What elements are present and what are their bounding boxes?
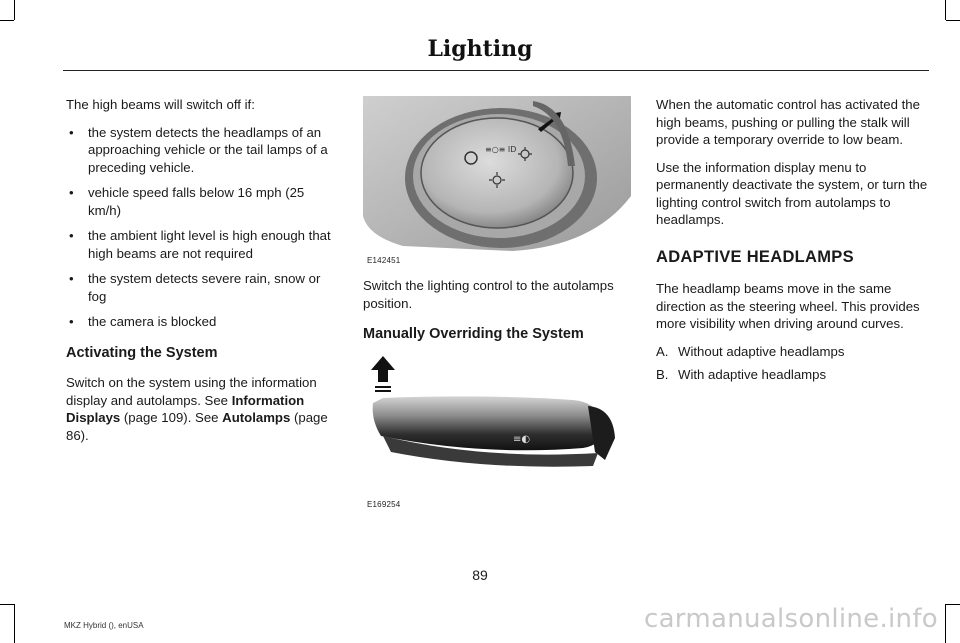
override-text: When the automatic control has activated the high beams, pushing or pulling the stalk will provide a temporary override to low beam. xyxy=(656,97,920,147)
lighting-dial-illustration xyxy=(363,96,631,268)
adaptive-description: The headlamp beams move in the same direction as the steering wheel. This provides more visibility when driving around curves. xyxy=(656,281,920,331)
figure-code: E169254 xyxy=(367,500,401,509)
section-heading-override: Manually Overriding the System xyxy=(363,326,584,342)
svg-text:≡◐: ≡◐ xyxy=(513,434,531,445)
high-beam-off-list xyxy=(66,124,338,331)
crop-mark-bl-v xyxy=(14,604,15,643)
intro-text: The high beams will switch off if: xyxy=(66,97,255,112)
column-right xyxy=(656,96,928,396)
figure-code: E142451 xyxy=(367,256,401,265)
page-title: Lighting xyxy=(427,36,533,62)
section-heading-activating: Activating the System xyxy=(66,344,218,361)
header-divider xyxy=(63,70,929,71)
section-heading-adaptive-headlamps: ADAPTIVE HEADLAMPS xyxy=(656,247,854,266)
list-item: • vehicle speed falls below 16 mph (25 km/h) xyxy=(66,184,338,219)
list-item: A. Without adaptive headlamps xyxy=(656,343,845,359)
list-item: • the ambient light level is high enough that high beams are not required xyxy=(66,227,338,262)
arrow-up-icon xyxy=(371,356,395,382)
stalk-illustration xyxy=(363,348,631,498)
column-middle xyxy=(363,277,635,356)
column-left xyxy=(66,96,338,454)
activating-text: Switch on the system using the information display and autolamps. See Information Displays (page 109). See Autolamps (page 86). xyxy=(66,375,328,443)
list-item: B. With adaptive headlamps xyxy=(656,367,827,382)
crop-mark-tr-h xyxy=(946,20,960,21)
link-autolamps[interactable]: Autolamps xyxy=(222,410,291,425)
autolamps-instruction: Switch the lighting control to the autolamps position. xyxy=(363,278,614,311)
list-item: • the system detects the headlamps of an approaching vehicle or the tail lamps of a preceding vehicle. xyxy=(66,124,338,177)
crop-mark-tl-h xyxy=(0,20,14,21)
crop-mark-tr-v xyxy=(945,0,946,20)
figure-headlamp-stalk xyxy=(363,348,631,518)
crop-mark-bl-h xyxy=(0,604,14,605)
svg-text:≡○≡ ID: ≡○≡ ID xyxy=(485,145,517,154)
watermark: carmanualsonline.info xyxy=(643,604,938,634)
crop-mark-br-h xyxy=(946,604,960,605)
page-number: 89 xyxy=(472,567,488,583)
figure-legend xyxy=(656,343,928,384)
deactivate-text: Use the information display menu to permanently deactivate the system, or turn the lighting control switch from autolamps to headlamps. xyxy=(656,159,928,227)
figure-lighting-control-dial xyxy=(363,96,631,268)
document-id: MKZ Hybrid (), enUSA xyxy=(64,621,144,630)
crop-mark-br-v xyxy=(945,604,946,643)
list-item: • the camera is blocked xyxy=(66,313,338,331)
link-information-displays[interactable]: Information Displays xyxy=(66,392,305,425)
list-item: • the system detects severe rain, snow or fog xyxy=(66,270,338,305)
crop-mark-tl-v xyxy=(14,0,15,20)
